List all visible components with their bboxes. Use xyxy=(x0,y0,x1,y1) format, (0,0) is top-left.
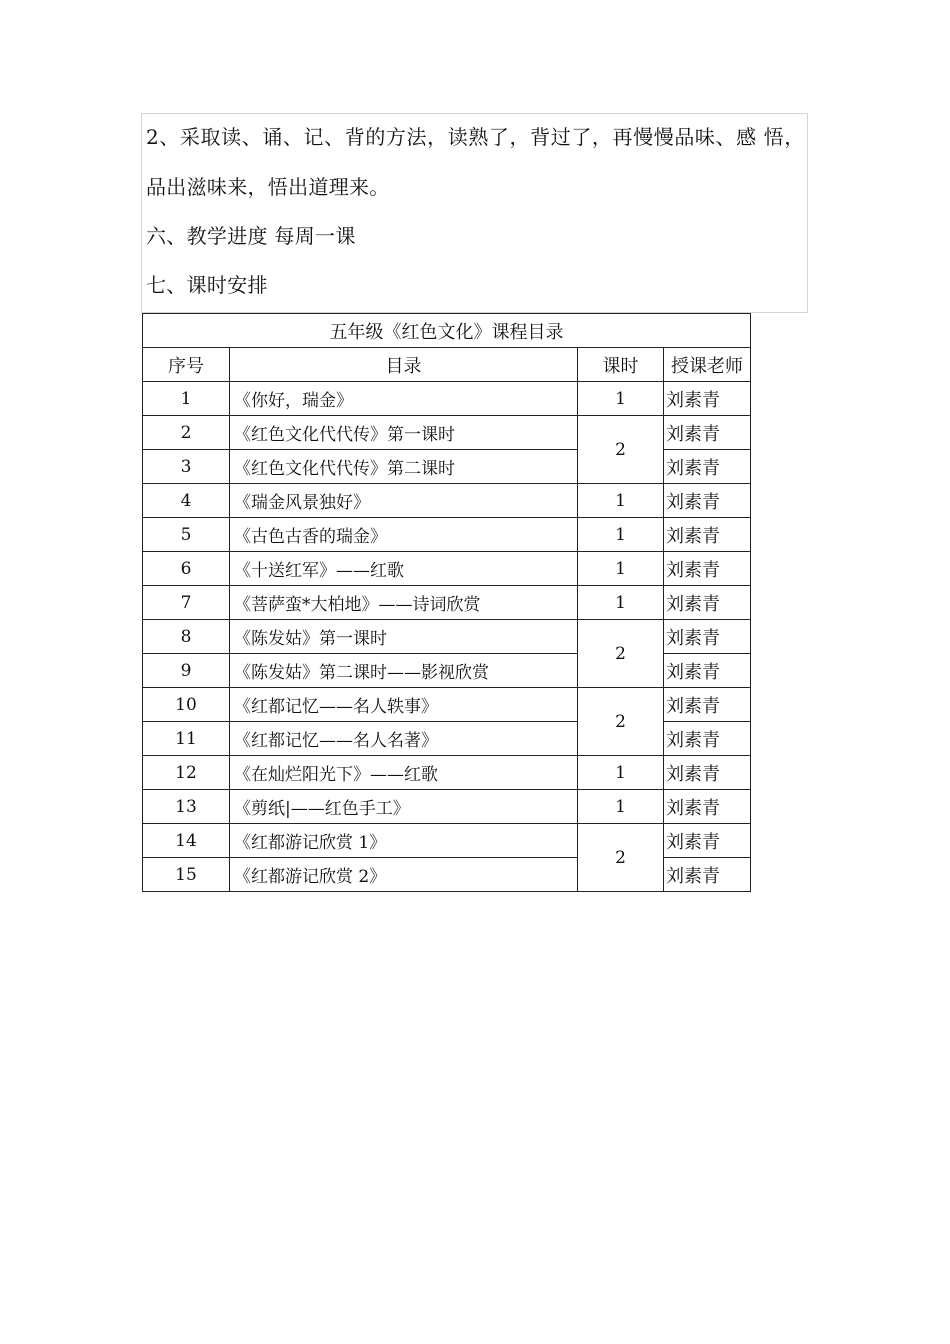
table-row xyxy=(143,416,751,450)
lesson-title: 《红都游记欣赏 2》 xyxy=(230,858,578,892)
table-row xyxy=(143,824,751,858)
lesson-number: 4 xyxy=(143,484,230,518)
table-caption: 五年级《红色文化》课程目录 xyxy=(143,314,751,348)
table-row xyxy=(143,620,751,654)
table-row xyxy=(143,518,751,552)
lesson-hours: 1 xyxy=(578,484,664,518)
lesson-hours: 1 xyxy=(578,790,664,824)
table-row xyxy=(143,586,751,620)
lesson-title: 《古色古香的瑞金》 xyxy=(230,518,578,552)
table-row xyxy=(143,756,751,790)
lesson-number: 11 xyxy=(143,722,230,756)
lesson-teacher: 刘素青 xyxy=(664,654,751,688)
method-paragraph-line-2: 品出滋味来，悟出道理来。 xyxy=(146,175,390,199)
lesson-title: 《十送红军》——红歌 xyxy=(230,552,578,586)
lesson-teacher: 刘素青 xyxy=(664,722,751,756)
table-row xyxy=(143,688,751,722)
teaching-progress-heading: 六、教学进度 每周一课 xyxy=(146,224,356,248)
table-row xyxy=(143,790,751,824)
lesson-number: 10 xyxy=(143,688,230,722)
lesson-teacher: 刘素青 xyxy=(664,382,751,416)
lesson-title: 《菩萨蛮*大柏地》——诗词欣赏 xyxy=(230,586,578,620)
lesson-number: 13 xyxy=(143,790,230,824)
header-teacher: 授课老师 xyxy=(664,348,751,382)
table-caption-row xyxy=(143,314,751,348)
course-catalog-table xyxy=(142,313,751,892)
lesson-teacher: 刘素青 xyxy=(664,824,751,858)
lesson-number: 14 xyxy=(143,824,230,858)
lesson-hours: 1 xyxy=(578,552,664,586)
lesson-hours: 2 xyxy=(578,824,664,892)
lesson-number: 6 xyxy=(143,552,230,586)
lesson-teacher: 刘素青 xyxy=(664,756,751,790)
lesson-teacher: 刘素青 xyxy=(664,552,751,586)
lesson-teacher: 刘素青 xyxy=(664,790,751,824)
lesson-title: 《瑞金风景独好》 xyxy=(230,484,578,518)
lesson-title: 《陈发姑》第二课时——影视欣赏 xyxy=(230,654,578,688)
lesson-hours: 1 xyxy=(578,382,664,416)
lesson-title: 《在灿烂阳光下》——红歌 xyxy=(230,756,578,790)
lesson-hours: 1 xyxy=(578,586,664,620)
lesson-title: 《红都记忆——名人轶事》 xyxy=(230,688,578,722)
lesson-teacher: 刘素青 xyxy=(664,416,751,450)
lesson-number: 1 xyxy=(143,382,230,416)
lesson-teacher: 刘素青 xyxy=(664,484,751,518)
lesson-title: 《红色文化代代传》第二课时 xyxy=(230,450,578,484)
schedule-heading: 七、课时安排 xyxy=(146,273,268,297)
lesson-title: 《你好，瑞金》 xyxy=(230,382,578,416)
lesson-number: 2 xyxy=(143,416,230,450)
lesson-title: 《陈发姑》第一课时 xyxy=(230,620,578,654)
lesson-hours: 1 xyxy=(578,756,664,790)
lesson-number: 12 xyxy=(143,756,230,790)
lesson-number: 3 xyxy=(143,450,230,484)
lesson-number: 8 xyxy=(143,620,230,654)
lesson-hours: 1 xyxy=(578,518,664,552)
lesson-number: 9 xyxy=(143,654,230,688)
lesson-hours: 2 xyxy=(578,688,664,756)
table-row xyxy=(143,484,751,518)
lesson-teacher: 刘素青 xyxy=(664,858,751,892)
table-row xyxy=(143,382,751,416)
header-number: 序号 xyxy=(143,348,230,382)
lesson-teacher: 刘素青 xyxy=(664,518,751,552)
lesson-hours: 2 xyxy=(578,620,664,688)
method-paragraph-line-1: 2、采取读、诵、记、背的方法，读熟了，背过了，再慢慢品味、感 悟， xyxy=(146,125,805,149)
lesson-title: 《红都游记欣赏 1》 xyxy=(230,824,578,858)
lesson-number: 5 xyxy=(143,518,230,552)
lesson-hours: 2 xyxy=(578,416,664,484)
lesson-number: 15 xyxy=(143,858,230,892)
lesson-number: 7 xyxy=(143,586,230,620)
lesson-teacher: 刘素青 xyxy=(664,688,751,722)
lesson-title: 《红色文化代代传》第一课时 xyxy=(230,416,578,450)
header-title: 目录 xyxy=(230,348,578,382)
header-hours: 课时 xyxy=(578,348,664,382)
lesson-title: 《红都记忆——名人名著》 xyxy=(230,722,578,756)
lesson-teacher: 刘素青 xyxy=(664,450,751,484)
lesson-title: 《剪纸|——红色手工》 xyxy=(230,790,578,824)
lesson-teacher: 刘素青 xyxy=(664,586,751,620)
lesson-teacher: 刘素青 xyxy=(664,620,751,654)
table-header-row xyxy=(143,348,751,382)
table-row xyxy=(143,552,751,586)
